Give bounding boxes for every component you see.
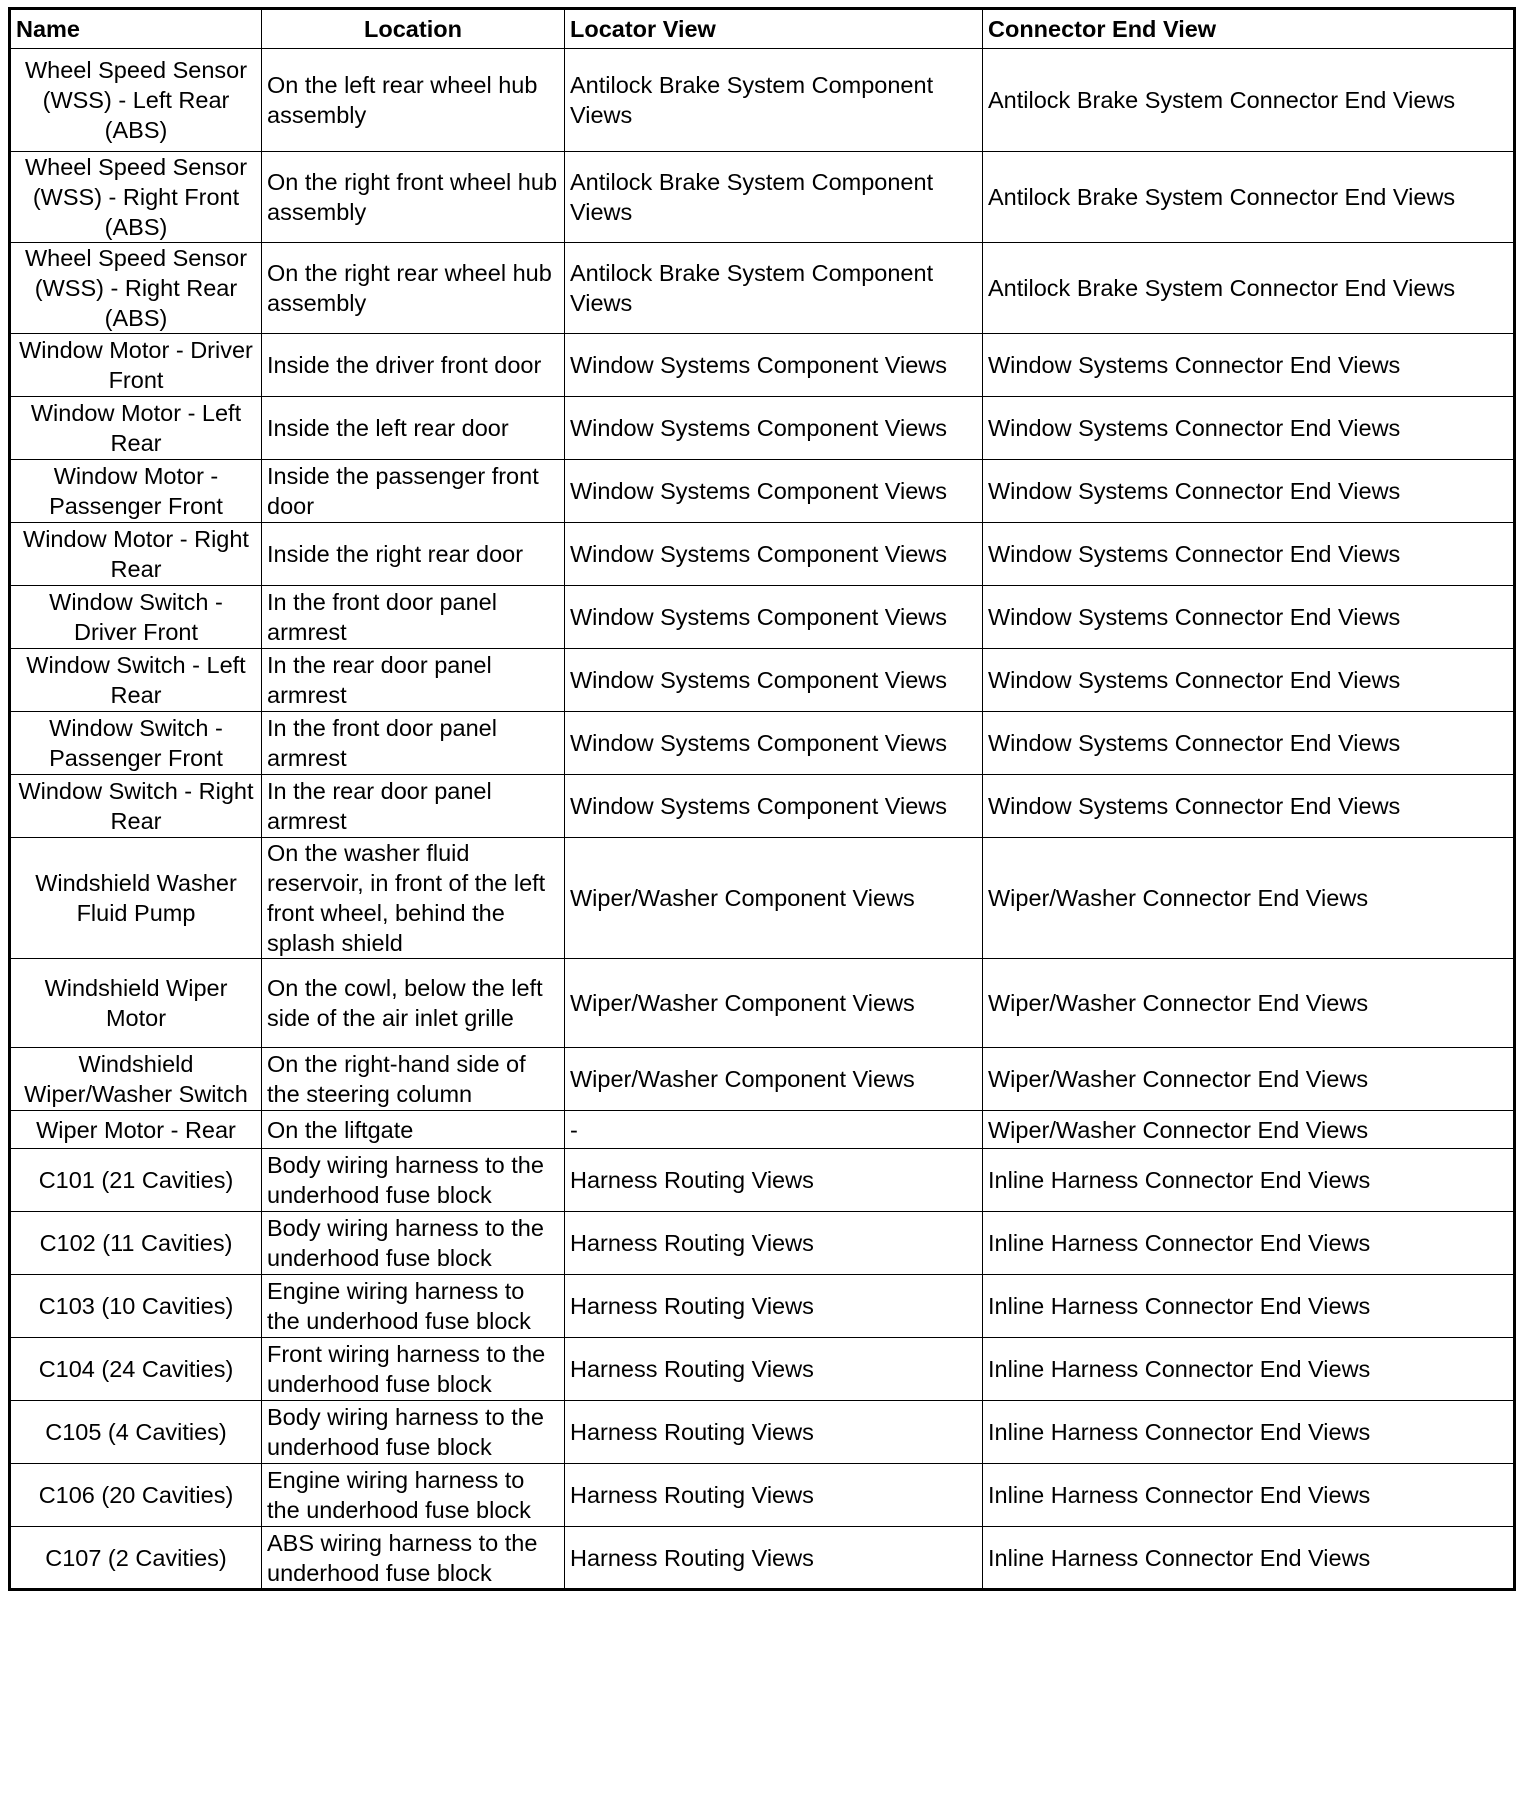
table-row [10, 523, 1515, 586]
name-cell: Wheel Speed Sensor (WSS) - Right Rear (ABS) [10, 243, 262, 334]
table-header-row [10, 9, 1515, 49]
locator-view-cell: Antilock Brake System Component Views [565, 152, 983, 243]
name-cell: Window Motor - Left Rear [10, 397, 262, 460]
table-row [10, 460, 1515, 523]
name-cell: Window Switch - Left Rear [10, 649, 262, 712]
header-location: Location [262, 9, 565, 49]
locator-view-cell: Window Systems Component Views [565, 775, 983, 838]
connector-end-view-cell: Inline Harness Connector End Views [983, 1212, 1515, 1275]
table-row [10, 1338, 1515, 1401]
location-cell: Engine wiring harness to the underhood fuse block [262, 1464, 565, 1527]
connector-end-view-cell: Antilock Brake System Connector End Views [983, 152, 1515, 243]
name-cell: C107 (2 Cavities) [10, 1527, 262, 1590]
name-cell: Window Motor - Driver Front [10, 334, 262, 397]
name-cell: C104 (24 Cavities) [10, 1338, 262, 1401]
name-cell: C101 (21 Cavities) [10, 1149, 262, 1212]
connector-end-view-cell: Inline Harness Connector End Views [983, 1338, 1515, 1401]
locator-view-cell: Harness Routing Views [565, 1149, 983, 1212]
table-row [10, 959, 1515, 1048]
name-cell: C106 (20 Cavities) [10, 1464, 262, 1527]
name-cell: C103 (10 Cavities) [10, 1275, 262, 1338]
name-cell: C102 (11 Cavities) [10, 1212, 262, 1275]
location-cell: On the right-hand side of the steering column [262, 1048, 565, 1111]
locator-view-cell: - [565, 1111, 983, 1149]
location-cell: On the right front wheel hub assembly [262, 152, 565, 243]
name-cell: Window Switch - Passenger Front [10, 712, 262, 775]
table-row [10, 334, 1515, 397]
table-row [10, 49, 1515, 152]
locator-view-cell: Wiper/Washer Component Views [565, 838, 983, 959]
connector-end-view-cell: Window Systems Connector End Views [983, 334, 1515, 397]
name-cell: Wheel Speed Sensor (WSS) - Left Rear (ABS) [10, 49, 262, 152]
locator-view-cell: Harness Routing Views [565, 1401, 983, 1464]
connector-end-view-cell: Inline Harness Connector End Views [983, 1527, 1515, 1590]
header-connector-end-view: Connector End View [983, 9, 1515, 49]
connector-end-view-cell: Window Systems Connector End Views [983, 649, 1515, 712]
table-row [10, 712, 1515, 775]
connector-end-view-cell: Window Systems Connector End Views [983, 460, 1515, 523]
locator-view-cell: Antilock Brake System Component Views [565, 243, 983, 334]
connector-end-view-cell: Wiper/Washer Connector End Views [983, 838, 1515, 959]
table-row [10, 838, 1515, 959]
table-row [10, 1527, 1515, 1590]
location-cell: Body wiring harness to the underhood fuse block [262, 1401, 565, 1464]
locator-view-cell: Antilock Brake System Component Views [565, 49, 983, 152]
table-row [10, 1212, 1515, 1275]
name-cell: Window Switch - Right Rear [10, 775, 262, 838]
name-cell: C105 (4 Cavities) [10, 1401, 262, 1464]
locator-view-cell: Window Systems Component Views [565, 523, 983, 586]
table-row [10, 586, 1515, 649]
locator-view-cell: Window Systems Component Views [565, 649, 983, 712]
table-row [10, 243, 1515, 334]
table-row [10, 649, 1515, 712]
location-cell: Front wiring harness to the underhood fuse block [262, 1338, 565, 1401]
connector-end-view-cell: Inline Harness Connector End Views [983, 1275, 1515, 1338]
locator-view-cell: Harness Routing Views [565, 1527, 983, 1590]
location-cell: Body wiring harness to the underhood fuse block [262, 1149, 565, 1212]
locator-view-cell: Harness Routing Views [565, 1464, 983, 1527]
location-cell: Engine wiring harness to the underhood fuse block [262, 1275, 565, 1338]
location-cell: In the front door panel armrest [262, 586, 565, 649]
location-cell: In the rear door panel armrest [262, 775, 565, 838]
connector-end-view-cell: Wiper/Washer Connector End Views [983, 1048, 1515, 1111]
connector-end-view-cell: Wiper/Washer Connector End Views [983, 959, 1515, 1048]
location-cell: On the liftgate [262, 1111, 565, 1149]
location-cell: On the cowl, below the left side of the air inlet grille [262, 959, 565, 1048]
name-cell: Window Motor - Right Rear [10, 523, 262, 586]
table-row [10, 152, 1515, 243]
connector-end-view-cell: Inline Harness Connector End Views [983, 1149, 1515, 1212]
locator-view-cell: Wiper/Washer Component Views [565, 959, 983, 1048]
name-cell: Windshield Washer Fluid Pump [10, 838, 262, 959]
connector-end-view-cell: Inline Harness Connector End Views [983, 1464, 1515, 1527]
location-cell: Inside the driver front door [262, 334, 565, 397]
table-row [10, 397, 1515, 460]
header-name: Name [10, 9, 262, 49]
location-cell: On the right rear wheel hub assembly [262, 243, 565, 334]
location-cell: ABS wiring harness to the underhood fuse block [262, 1527, 565, 1590]
locator-view-cell: Window Systems Component Views [565, 334, 983, 397]
name-cell: Window Motor - Passenger Front [10, 460, 262, 523]
locator-view-cell: Window Systems Component Views [565, 586, 983, 649]
locator-view-cell: Harness Routing Views [565, 1212, 983, 1275]
connector-end-view-cell: Window Systems Connector End Views [983, 523, 1515, 586]
location-cell: On the left rear wheel hub assembly [262, 49, 565, 152]
name-cell: Windshield Wiper Motor [10, 959, 262, 1048]
connector-end-view-cell: Inline Harness Connector End Views [983, 1401, 1515, 1464]
name-cell: Windshield Wiper/Washer Switch [10, 1048, 262, 1111]
connector-end-view-cell: Window Systems Connector End Views [983, 712, 1515, 775]
header-locator-view: Locator View [565, 9, 983, 49]
locator-view-cell: Wiper/Washer Component Views [565, 1048, 983, 1111]
locator-view-cell: Harness Routing Views [565, 1338, 983, 1401]
name-cell: Wiper Motor - Rear [10, 1111, 262, 1149]
location-cell: In the rear door panel armrest [262, 649, 565, 712]
connector-end-view-cell: Window Systems Connector End Views [983, 775, 1515, 838]
location-cell: Inside the left rear door [262, 397, 565, 460]
table-row [10, 1048, 1515, 1111]
table-row [10, 1275, 1515, 1338]
connector-end-view-cell: Antilock Brake System Connector End Views [983, 243, 1515, 334]
component-locator-table [8, 7, 1516, 1591]
name-cell: Wheel Speed Sensor (WSS) - Right Front (ABS) [10, 152, 262, 243]
locator-view-cell: Window Systems Component Views [565, 397, 983, 460]
table-row [10, 1464, 1515, 1527]
location-cell: Inside the right rear door [262, 523, 565, 586]
table-row [10, 1111, 1515, 1149]
table-row [10, 1401, 1515, 1464]
location-cell: In the front door panel armrest [262, 712, 565, 775]
table-row [10, 775, 1515, 838]
location-cell: On the washer fluid reservoir, in front of the left front wheel, behind the splash shield [262, 838, 565, 959]
connector-end-view-cell: Wiper/Washer Connector End Views [983, 1111, 1515, 1149]
connector-end-view-cell: Window Systems Connector End Views [983, 397, 1515, 460]
locator-view-cell: Window Systems Component Views [565, 460, 983, 523]
name-cell: Window Switch - Driver Front [10, 586, 262, 649]
locator-view-cell: Harness Routing Views [565, 1275, 983, 1338]
connector-end-view-cell: Window Systems Connector End Views [983, 586, 1515, 649]
location-cell: Body wiring harness to the underhood fuse block [262, 1212, 565, 1275]
location-cell: Inside the passenger front door [262, 460, 565, 523]
locator-view-cell: Window Systems Component Views [565, 712, 983, 775]
connector-end-view-cell: Antilock Brake System Connector End Views [983, 49, 1515, 152]
table-row [10, 1149, 1515, 1212]
